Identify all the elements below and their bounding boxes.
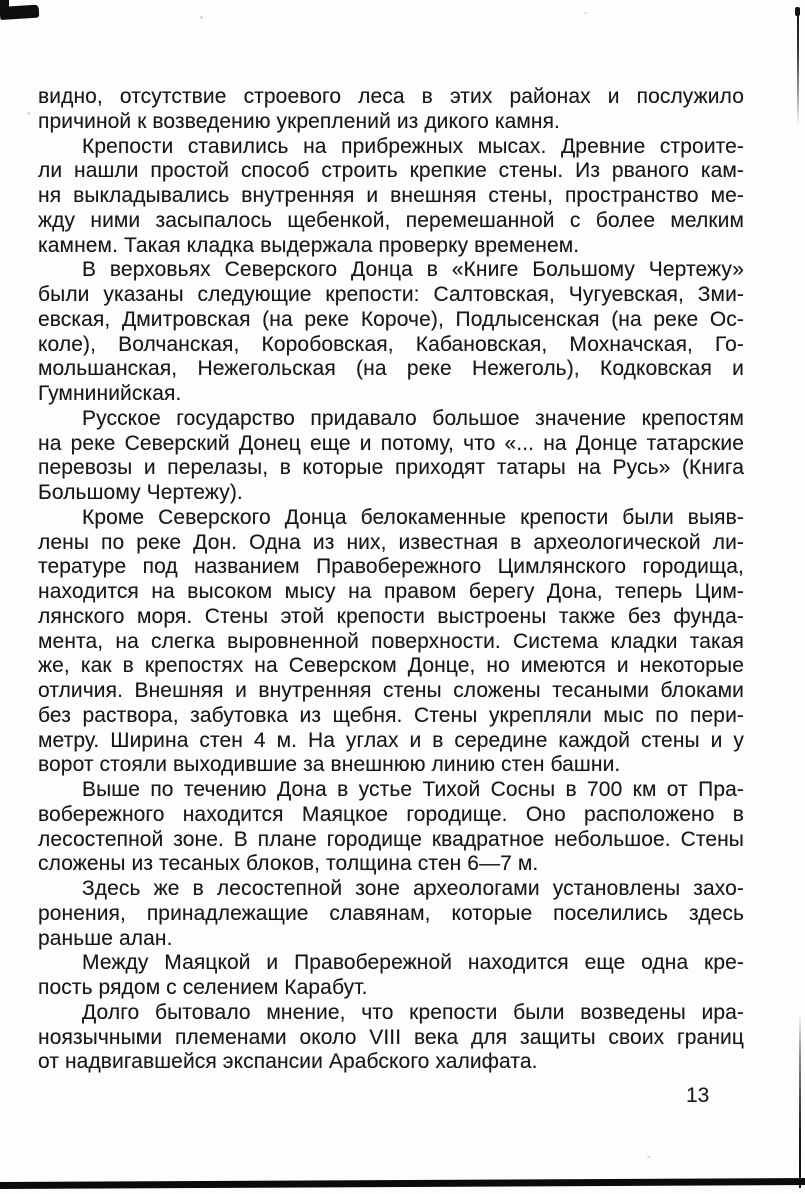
- scan-speck: [200, 16, 203, 19]
- text-line: ронения, принадлежащие славянам, которые поселились здесь: [38, 901, 744, 925]
- text-line: ли нашли простой способ строить крепкие стены. Из рваного кам-: [38, 159, 744, 183]
- text-line: мольшанская, Нежегольская (на реке Нежеголь), Кодковская и: [38, 357, 744, 381]
- scan-edge-right-bottom: [799, 1012, 801, 1188]
- text-line: лесостепной зоне. В плане городище квадратное небольшое. Стены: [38, 827, 744, 851]
- text-line: камнем. Такая кладка выдержала проверку временем.: [38, 233, 580, 257]
- text-line: Гумнинийская.: [38, 382, 182, 405]
- scan-speck: [27, 112, 31, 115]
- text-line: Здесь же в лесостепной зоне археологами установлены захо-: [82, 877, 744, 900]
- text-line: же, как в крепостях на Северском Донце, но имеются и некоторые: [38, 654, 744, 678]
- text-line: сложены из тесаных блоков, толщина стен 6—7 м.: [38, 852, 539, 876]
- text-line: ня выкладывались внутренняя и внешняя стены, пространство ме-: [38, 184, 744, 207]
- scan-edge-right-top: [797, 8, 799, 126]
- text-line: лянского моря. Стены этой крепости выстроены также без фунда-: [38, 604, 744, 628]
- text-line: метру. Ширина стен 4 м. На углах и в середине каждой стены и у: [38, 728, 744, 752]
- text-line: Долго бытовало мнение, что крепости были возведены ира-: [82, 1000, 744, 1024]
- text-line: раньше алан.: [38, 926, 173, 950]
- scan-speck: [647, 1156, 651, 1158]
- text-line: тературе под названием Правобережного Цимлянского городища,: [38, 555, 744, 579]
- page-number: 13: [686, 1084, 710, 1107]
- text-line: видно, отсутствие строевого леса в этих районах и послужило: [38, 85, 744, 108]
- text-line: без раствора, забутовка из щебня. Стены укрепляли мыс по пери-: [38, 703, 744, 727]
- text-line: пость рядом с селением Карабут.: [38, 976, 368, 999]
- text-line: коле), Волчанская, Коробовская, Кабановская, Мохначская, Го-: [38, 332, 744, 356]
- text-line: Крепости ставились на прибрежных мысах. Древние строите-: [82, 134, 744, 158]
- text-line: от надвигавшейся экспансии Арабского халифата.: [38, 1050, 538, 1074]
- text-line: жду ними засыпалось щебенкой, перемешанной с более мелким: [38, 208, 744, 232]
- text-line: евская, Дмитровская (на реке Короче), Подлысенская (на реке Ос-: [38, 307, 744, 331]
- text-line: Русское государство придавало большое значение крепостям: [82, 406, 744, 430]
- text-line: ворот стояли выходившие за внешнюю линию стен башни.: [38, 753, 621, 777]
- text-line: мента, на слегка выровненной поверхности. Система кладки такая: [38, 629, 744, 653]
- text-line: причиной к возведению укреплений из дикого камня.: [38, 109, 560, 133]
- scan-speck: [584, 12, 587, 14]
- text-line: отличия. Внешняя и внутренняя стены сложены тесаными блоками: [38, 679, 744, 702]
- text-block: [38, 85, 744, 1075]
- text-line: Большому Чертежу).: [38, 481, 243, 504]
- text-line: находится на высоком мысу на правом берегу Дона, теперь Цим-: [38, 580, 744, 603]
- text-line: перевозы и перелазы, в которые приходят татары на Русь» (Книга: [38, 456, 744, 480]
- text-line: Кроме Северского Донца белокаменные крепости были выяв-: [82, 505, 744, 529]
- text-line: Между Маяцкой и Правобережной находится еще одна кре-: [82, 951, 744, 975]
- text-line: лены по реке Дон. Одна из них, известная в археологической ли-: [38, 530, 744, 554]
- text-line: ноязычными племенами около VIII века для защиты своих границ: [38, 1025, 744, 1049]
- text-line: Выше по течению Дона в устье Тихой Сосны в 700 км от Пра-: [82, 778, 744, 801]
- text-line: на реке Северский Донец еще и потому, что «... на Донце татарские: [38, 431, 744, 455]
- text-line: вобережного находится Маяцкое городище. Оно расположено в: [38, 802, 744, 826]
- text-line: были указаны следующие крепости: Салтовская, Чугуевская, Зми-: [38, 283, 744, 306]
- scan-mark-top-left-dash: [0, 5, 39, 20]
- scan-bar-bottom: [0, 1178, 805, 1188]
- text-line: В верховьях Северского Донца в «Книге Большому Чертежу»: [82, 258, 744, 282]
